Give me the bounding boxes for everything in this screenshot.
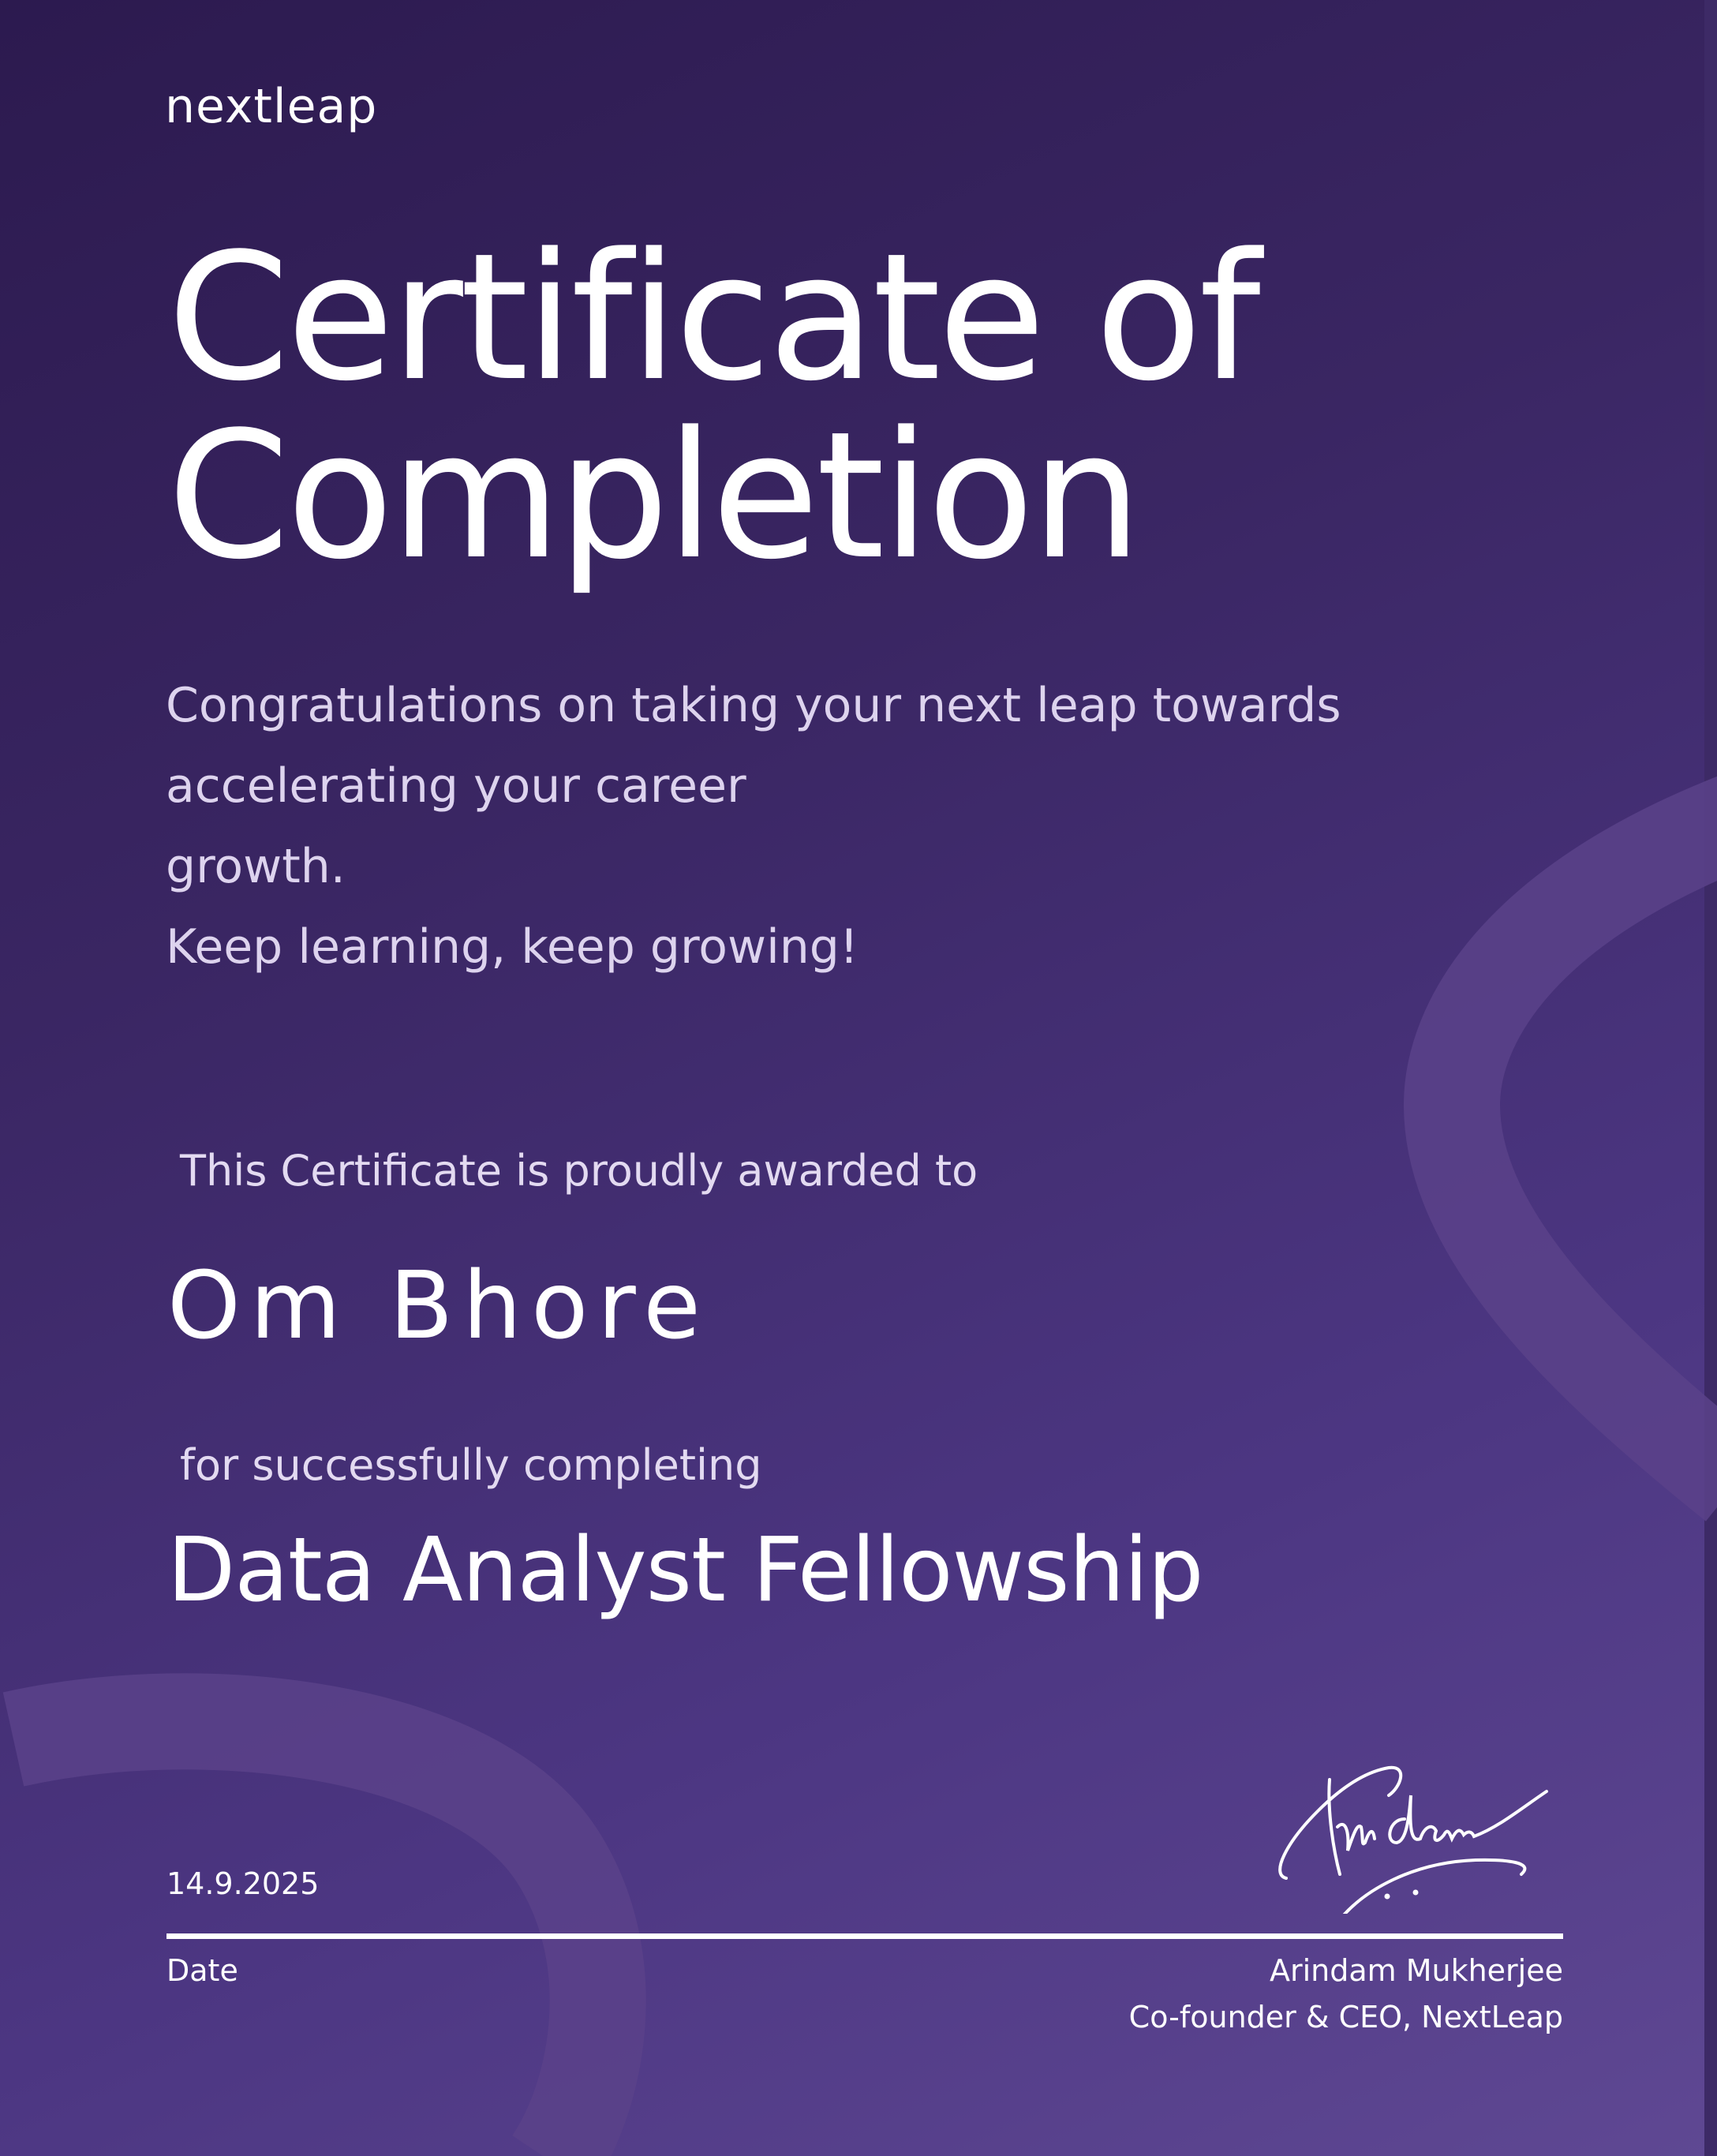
completion-intro: for successfully completing [180,1440,762,1490]
message-line: Keep learning, keep growing! [166,919,858,975]
message-line: growth. [166,839,346,894]
message-line: accelerating your career [166,758,746,814]
recipient-name: Om Bhore [167,1251,710,1360]
congratulations-message [166,665,1341,987]
program-name: Data Analyst Fellowship [167,1519,1203,1622]
award-intro: This Certificate is proudly awarded to [180,1146,978,1196]
title-line-2: Completion [167,395,1139,598]
message-line: Congratulations on taking your next leap towards [166,678,1341,733]
nextleap-logo: nextleap [165,79,378,134]
signatory-name: Arindam Mukherjee [1269,1953,1563,1988]
signatory-title: Co-founder & CEO, NextLeap [1128,2000,1563,2034]
signature-image [1270,1764,1554,1914]
date-label: Date [166,1953,238,1988]
title-line-1: Certificate of [167,216,1258,420]
right-arc [1452,821,1717,1484]
certificate-title [167,216,1258,598]
signature-divider [166,1933,1563,1939]
date-value: 14.9.2025 [166,1866,320,1901]
